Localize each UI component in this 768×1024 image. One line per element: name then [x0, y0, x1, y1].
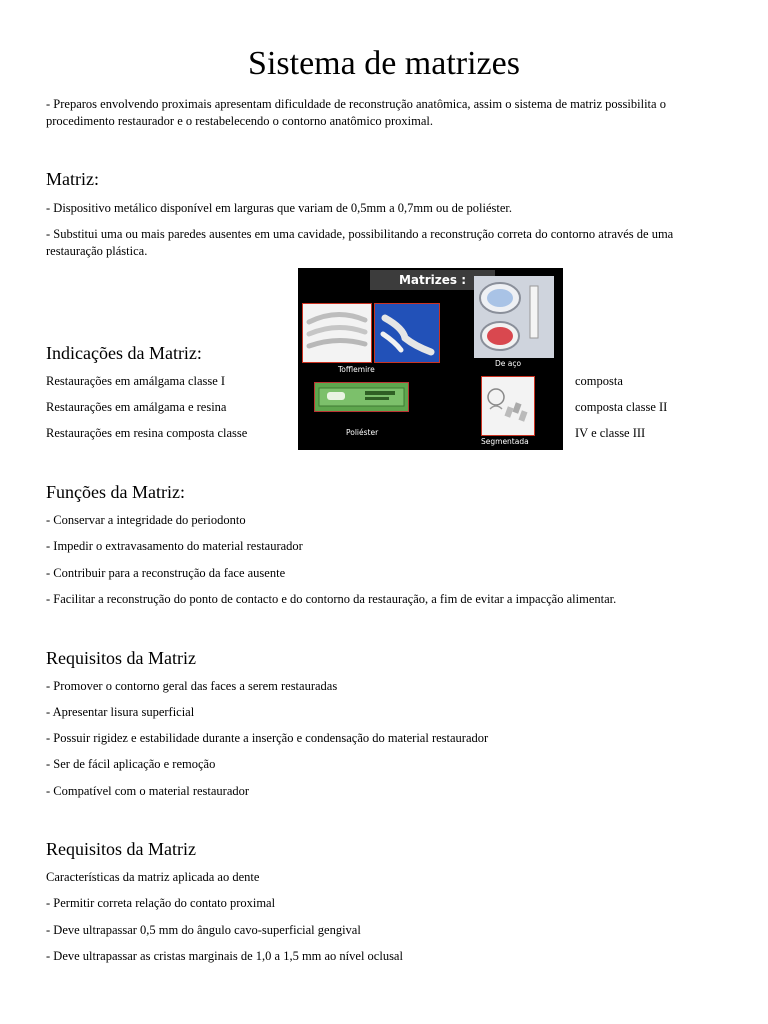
tofflemire-bands-photo: [302, 303, 372, 363]
requisitos-item: - Apresentar lisura superficial: [46, 705, 195, 719]
polyester-strip-photo: [314, 382, 409, 412]
requisitos2-item: - Deve ultrapassar as cristas marginais de 1,0 a 1,5 mm ao nível oclusal: [46, 949, 403, 963]
funcoes-item: - Conservar a integridade do periodonto: [46, 513, 246, 527]
requisitos-item: - Possuir rigidez e estabilidade durante a inserção e condensação do material restaurador: [46, 731, 489, 745]
indicacoes-left-item: Restaurações em resina composta classe: [46, 426, 248, 440]
steel-matrix-photo: [474, 276, 554, 358]
indicacoes-right-item: composta classe II: [575, 400, 668, 414]
segmented-matrix-photo: [481, 376, 535, 436]
requisitos-item: - Promover o contorno geral das faces a serem restauradas: [46, 679, 338, 693]
funcoes-item: - Facilitar a reconstrução do ponto de contacto e do contorno da restauração, a fim de evitar a impacção alimentar.: [46, 592, 617, 606]
intro-paragraph: - Preparos envolvendo proximais apresentam dificuldade de reconstrução anatômica, assim o sistema de matriz possibilita o procedimento restaurador e o restabelecendo o contorno anatômico proximal.: [46, 97, 666, 128]
requisitos2-item: - Deve ultrapassar 0,5 mm do ângulo cavo-superficial gengival: [46, 923, 361, 937]
figure-label-segmentada: Segmentada: [481, 437, 529, 446]
section-heading-funcoes: Funções da Matriz:: [46, 482, 185, 502]
section-heading-indicacoes: Indicações da Matriz:: [46, 343, 202, 363]
matriz-item: - Dispositivo metálico disponível em larguras que variam de 0,5mm a 0,7mm ou de poliéster.: [46, 201, 512, 215]
requisitos-item: - Ser de fácil aplicação e remoção: [46, 757, 216, 771]
funcoes-item: - Contribuir para a reconstrução da face ausente: [46, 566, 286, 580]
figure-label-tofflemire: Tofflemire: [338, 365, 375, 374]
section-heading-matriz: Matriz:: [46, 169, 99, 189]
indicacoes-right-item: IV e classe III: [575, 426, 646, 440]
figure-title: Matrizes :: [370, 270, 495, 290]
figure-label-poliester: Poliéster: [346, 428, 379, 437]
matrizes-figure: [298, 268, 563, 450]
page-title: Sistema de matrizes: [248, 45, 520, 82]
requisitos2-item: Características da matriz aplicada ao dente: [46, 870, 260, 884]
section-heading-requisitos-2: Requisitos da Matriz: [46, 839, 196, 859]
section-heading-requisitos: Requisitos da Matriz: [46, 648, 196, 668]
matriz-item: - Substitui uma ou mais paredes ausentes em uma cavidade, possibilitando a reconstrução correta do contorno através de uma restauração plástica.: [46, 227, 674, 258]
figure-label-aco: De aço: [495, 359, 522, 368]
funcoes-item: - Impedir o extravasamento do material restaurador: [46, 539, 303, 553]
tofflemire-band-photo: [374, 303, 440, 363]
indicacoes-left-item: Restaurações em amálgama classe I: [46, 374, 226, 388]
indicacoes-left-item: Restaurações em amálgama e resina: [46, 400, 227, 414]
requisitos-item: - Compatível com o material restaurador: [46, 784, 250, 798]
indicacoes-right-item: composta: [575, 374, 623, 388]
requisitos2-item: - Permitir correta relação do contato proximal: [46, 896, 276, 910]
